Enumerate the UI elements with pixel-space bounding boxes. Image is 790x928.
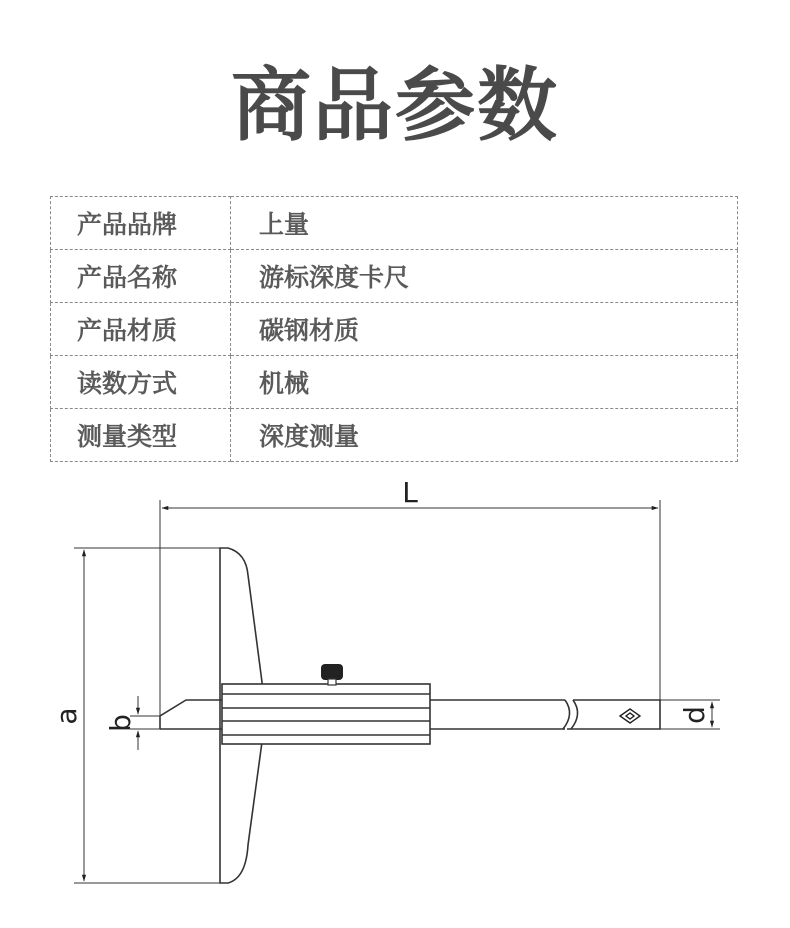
spec-value: 机械: [231, 356, 738, 409]
table-row: [51, 356, 738, 409]
spec-value: 碳钢材质: [231, 303, 738, 356]
gauge-slider: [222, 684, 430, 744]
spec-table: [50, 196, 738, 462]
page-title: 商品参数: [231, 59, 559, 152]
spec-value: 游标深度卡尺: [231, 250, 738, 303]
spec-label: 产品名称: [51, 250, 231, 303]
dimension-b-label: b: [104, 714, 137, 732]
dimension-l-label: L: [402, 476, 418, 509]
spec-value: 上量: [231, 197, 738, 250]
clamp-screw-icon: [321, 664, 343, 685]
table-row: [51, 250, 738, 303]
dimension-a-label: a: [50, 707, 83, 725]
dimension-d-label: d: [678, 706, 711, 724]
spec-label: 测量类型: [51, 409, 231, 462]
table-row: [51, 303, 738, 356]
spec-value: 深度测量: [231, 409, 738, 462]
table-row: [51, 409, 738, 462]
spec-label: 产品材质: [51, 303, 231, 356]
spec-label: 读数方式: [51, 356, 231, 409]
table-row: [51, 197, 738, 250]
diamond-mark-icon: [620, 709, 640, 723]
spec-label: 产品品牌: [51, 197, 231, 250]
depth-gauge-diagram: [0, 470, 790, 928]
